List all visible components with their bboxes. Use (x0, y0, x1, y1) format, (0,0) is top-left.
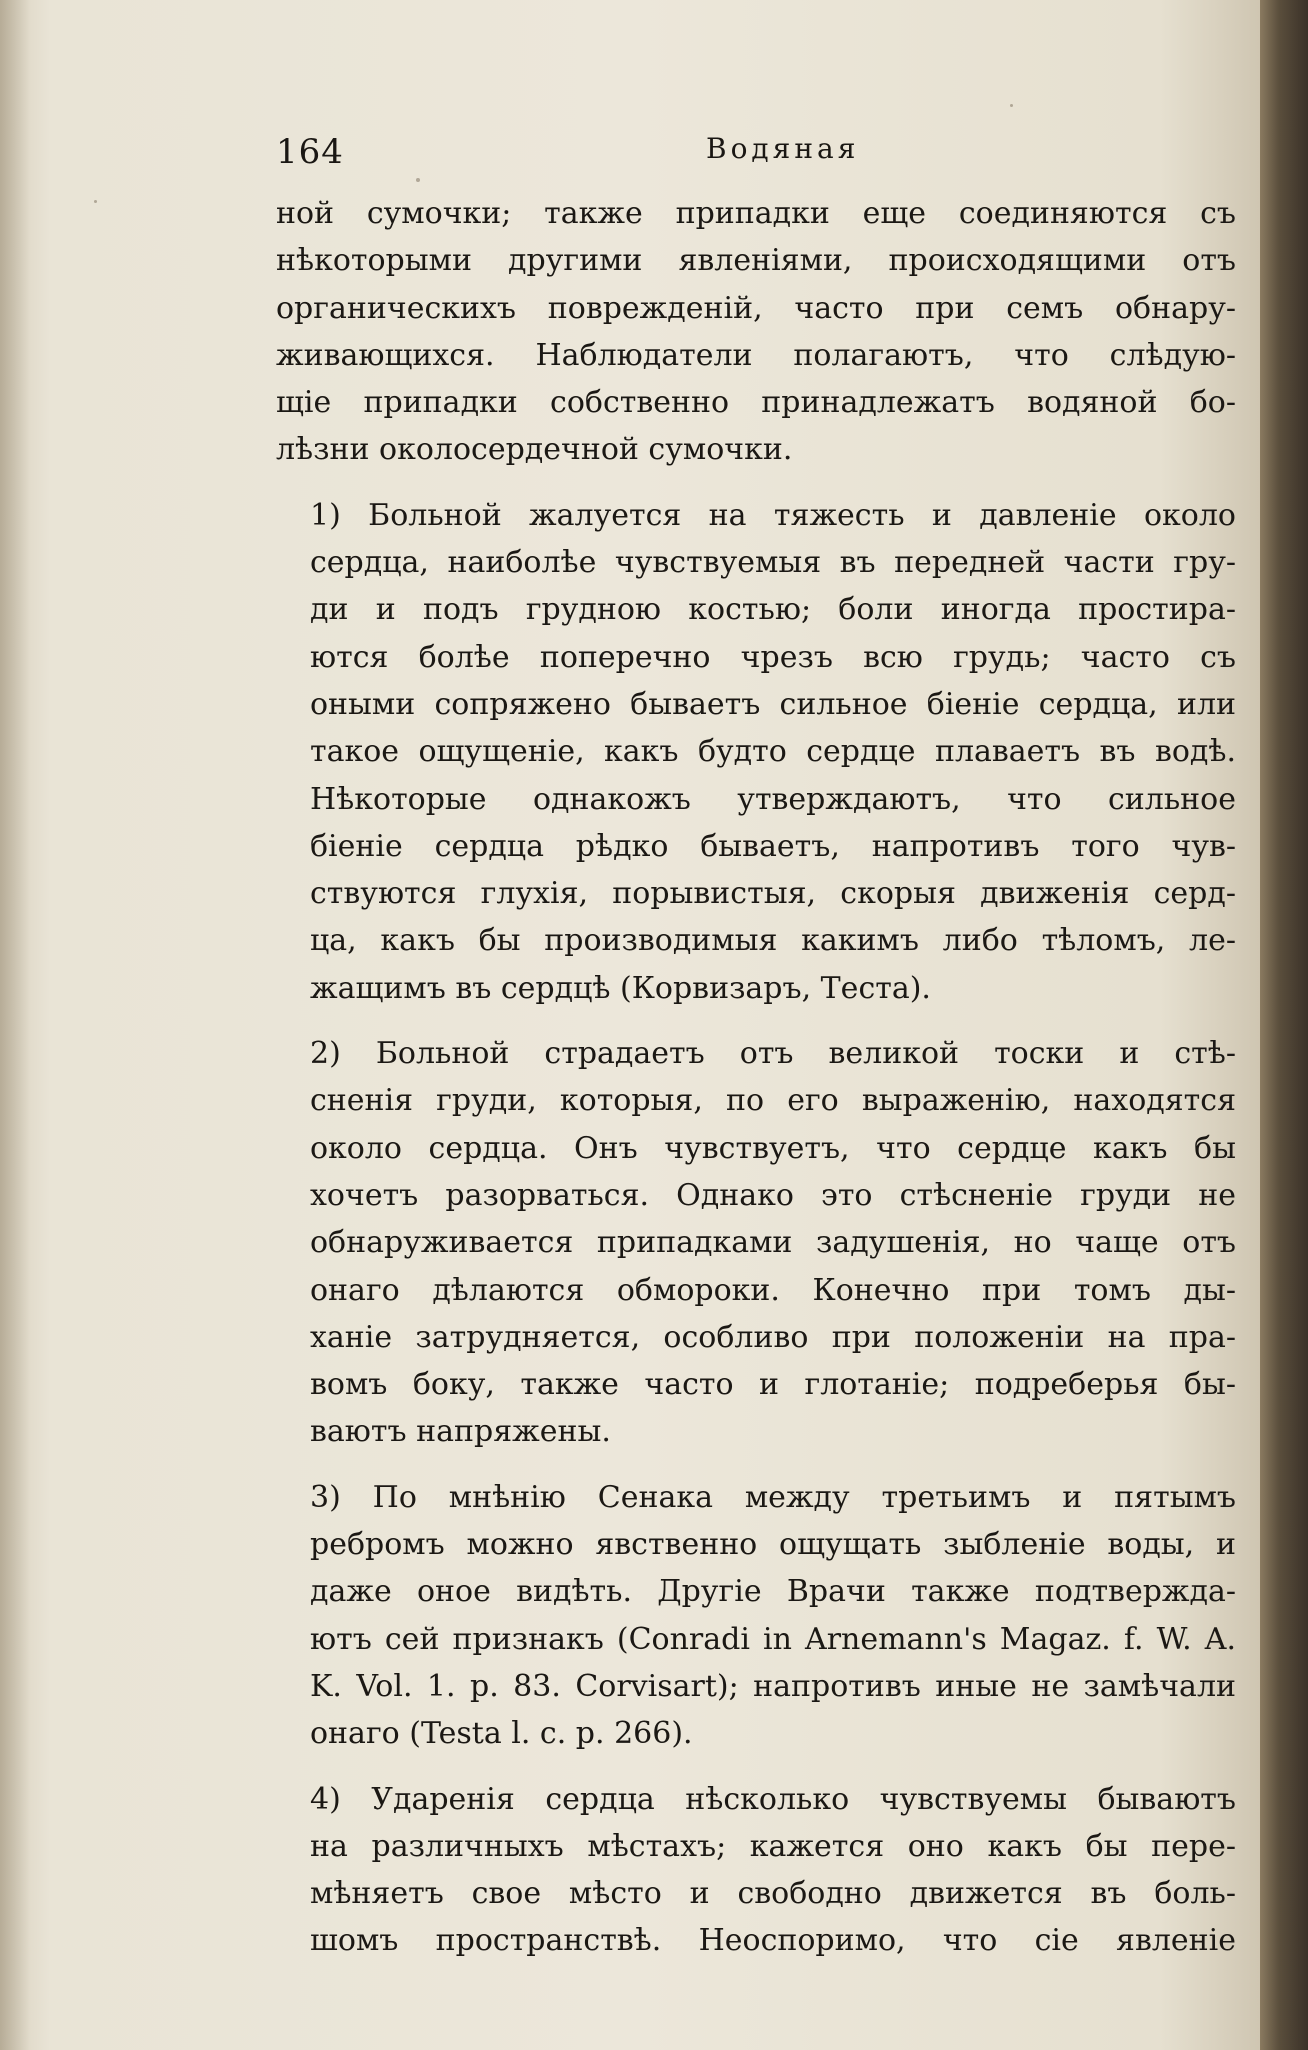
text-line: онаго дѣлаются обмороки. Конечно при томъ ды- (310, 1272, 1236, 1308)
paper-speck (416, 178, 420, 182)
text-line: даже оное видѣть. Другіе Врачи также подтвержда- (310, 1574, 1236, 1610)
paper-speck (1010, 104, 1013, 107)
text-line: жащимъ въ сердцѣ (Корвизаръ, Теста). (310, 970, 931, 1006)
text-line: ствуются глухія, порывистыя, скорыя движенія серд- (310, 876, 1236, 912)
paragraph-intro (276, 190, 1236, 474)
text-line: нѣкоторыми другими явленіями, происходящими отъ (276, 243, 1236, 279)
text-line: мѣняетъ свое мѣсто и свободно движется въ боль- (310, 1876, 1236, 1912)
text-line: органическихъ поврежденій, часто при семъ обнару- (276, 290, 1236, 326)
running-title: Водяная (706, 132, 860, 165)
text-line: лѣзни околосердечной сумочки. (276, 432, 793, 468)
text-line: живающихся. Наблюдатели полагаютъ, что слѣдую- (276, 337, 1236, 373)
text-line: шомъ пространствѣ. Неоспоримо, что сіе явленіе (310, 1923, 1236, 1959)
text-line: K. Vol. 1. p. 83. Corvisart); напротивъ иные не замѣчали (310, 1668, 1236, 1704)
text-line: онаго (Testa l. c. p. 266). (310, 1716, 693, 1752)
paragraph-1 (276, 492, 1236, 1012)
text-line: оными сопряжено бываетъ сильное біеніе сердца, или (310, 686, 1236, 722)
text-line: щіе припадки собственно принадлежатъ водяной бо- (276, 385, 1236, 421)
paragraph-4 (276, 1776, 1236, 1965)
paragraph-3 (276, 1474, 1236, 1758)
text-line: около сердца. Онъ чувствуетъ, что сердце какъ бы (310, 1130, 1236, 1166)
text-line: 3) По мнѣнію Сенака между третьимъ и пятымъ (310, 1479, 1236, 1515)
text-line: вомъ боку, также часто и глотаніе; подреберья бы- (310, 1367, 1236, 1403)
text-line: хочетъ разорваться. Однако это стѣсненіе груди не (310, 1177, 1236, 1213)
text-line: сердца, наиболѣе чувствуемыя въ передней части гру- (310, 545, 1236, 581)
text-line: ребромъ можно явственно ощущать зыбленіе воды, и (310, 1527, 1236, 1563)
text-line: ются болѣе поперечно чрезъ всю грудь; часто съ (310, 639, 1236, 675)
body-text (276, 190, 1236, 1965)
text-line: на различныхъ мѣстахъ; кажется оно какъ бы пере- (310, 1828, 1236, 1864)
text-line: сненія груди, которыя, по его выраженію, находятся (310, 1083, 1236, 1119)
text-line: ца, какъ бы производимыя какимъ либо тѣломъ, ле- (310, 923, 1236, 959)
text-line: 4) Ударенія сердца нѣсколько чувствуемы бываютъ (310, 1781, 1236, 1817)
text-line: обнаруживается припадками задушенія, но чаще отъ (310, 1225, 1236, 1261)
text-line: ханіе затрудняется, особливо при положеніи на пра- (310, 1319, 1236, 1355)
text-line: ной сумочки; также припадки еще соединяются съ (276, 196, 1236, 231)
text-line: Нѣкоторые однакожъ утверждаютъ, что сильное (310, 781, 1236, 817)
text-line: біеніе сердца рѣдко бываетъ, напротивъ того чув- (310, 828, 1236, 864)
text-line: 2) Больной страдаетъ отъ великой тоски и стѣ- (310, 1036, 1236, 1072)
text-line: ваютъ напряжены. (310, 1414, 611, 1450)
text-line: ди и подъ грудною костью; боли иногда простира- (310, 592, 1236, 628)
text-line: такое ощущеніе, какъ будто сердце плаваетъ въ водѣ. (310, 734, 1236, 770)
text-line: ютъ сей признакъ (Conradi in Arnemann's Magaz. f. W. A. (310, 1621, 1236, 1657)
page-number: 164 (276, 132, 344, 172)
running-head (276, 132, 1236, 182)
paper-speck (94, 200, 97, 203)
text-line: 1) Больной жалуется на тяжесть и давленіе около (310, 497, 1236, 533)
paragraph-2 (276, 1030, 1236, 1456)
book-spine-edge (1260, 0, 1308, 2050)
